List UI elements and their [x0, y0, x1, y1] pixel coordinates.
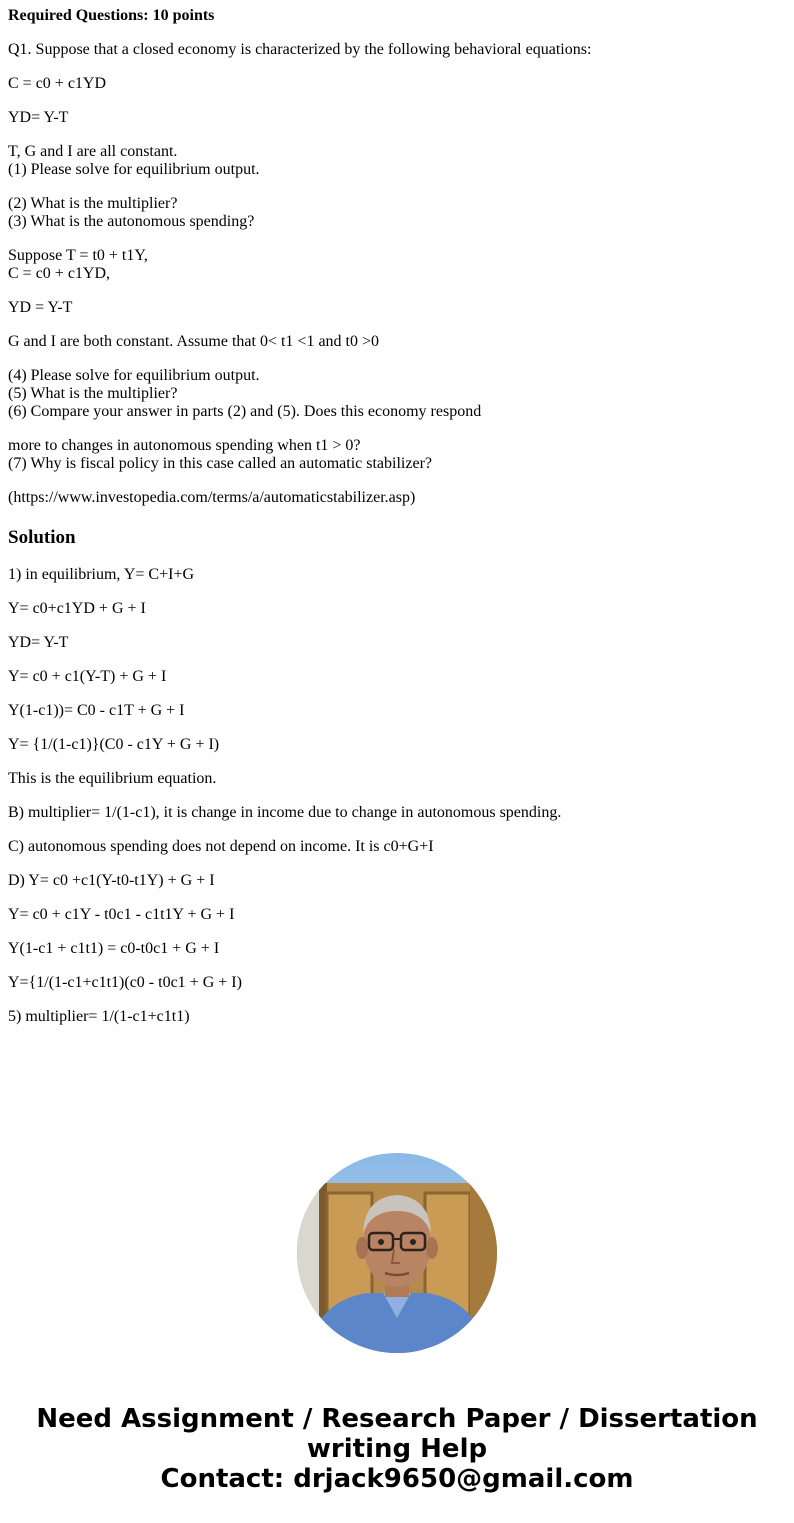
question-line: (1) Please solve for equilibrium output. — [8, 161, 260, 178]
question-line: more to changes in autonomous spending when t1 > 0? — [8, 437, 361, 454]
solution-line: Y= c0 + c1(Y-T) + G + I — [8, 668, 167, 685]
footer-line: Need Assignment / Research Paper / Dissertation — [36, 1404, 758, 1434]
solution-line: B) multiplier= 1/(1-c1), it is change in income due to change in autonomous spending. — [8, 804, 562, 821]
solution-line: Y= {1/(1-c1)}(C0 - c1Y + G + I) — [8, 736, 220, 753]
question-line: (4) Please solve for equilibrium output. — [8, 367, 260, 384]
solution-line: YD= Y-T — [8, 634, 69, 651]
question-line: (2) What is the multiplier? — [8, 195, 178, 212]
solution-line: This is the equilibrium equation. — [8, 770, 217, 787]
solution-line: Y(1-c1 + c1t1) = c0-t0c1 + G + I — [8, 940, 220, 957]
avatar-photo — [297, 1153, 497, 1353]
promo-footer — [0, 1404, 794, 1494]
question-line: Q1. Suppose that a closed economy is characterized by the following behavioral equations: — [8, 41, 592, 58]
contact-email: Contact: drjack9650@gmail.com — [160, 1464, 634, 1494]
solution-line: Y= c0+c1YD + G + I — [8, 600, 146, 617]
solution-line: C) autonomous spending does not depend on income. It is c0+G+I — [8, 838, 434, 855]
solution-line: Y(1-c1))= C0 - c1T + G + I — [8, 702, 185, 719]
question-line: Suppose T = t0 + t1Y, — [8, 247, 148, 264]
question-line: (7) Why is fiscal policy in this case called an automatic stabilizer? — [8, 455, 432, 472]
question-line: C = c0 + c1YD, — [8, 265, 111, 282]
solution-line: 5) multiplier= 1/(1-c1+c1t1) — [8, 1008, 190, 1025]
question-line: YD = Y-T — [8, 299, 73, 316]
reference-link: (https://www.investopedia.com/terms/a/automaticstabilizer.asp) — [8, 489, 416, 506]
footer-line: writing Help — [306, 1434, 488, 1464]
question-line: (6) Compare your answer in parts (2) and (5). Does this economy respond — [8, 403, 482, 420]
solution-line: Y={1/(1-c1+c1t1)(c0 - t0c1 + G + I) — [8, 974, 242, 991]
question-line: (3) What is the autonomous spending? — [8, 213, 255, 230]
question-line: C = c0 + c1YD — [8, 75, 107, 92]
question-line: G and I are both constant. Assume that 0< t1 <1 and t0 >0 — [8, 333, 380, 350]
solution-line: Y= c0 + c1Y - t0c1 - c1t1Y + G + I — [8, 906, 235, 923]
question-line: YD= Y-T — [8, 109, 69, 126]
solution-line: 1) in equilibrium, Y= C+I+G — [8, 566, 195, 583]
question-line: T, G and I are all constant. — [8, 143, 178, 160]
solution-line: D) Y= c0 +c1(Y-t0-t1Y) + G + I — [8, 872, 215, 889]
question-line: (5) What is the multiplier? — [8, 385, 178, 402]
avatar — [297, 1153, 497, 1353]
solution-heading: Solution — [8, 527, 76, 548]
question-heading: Required Questions: 10 points — [8, 7, 215, 24]
